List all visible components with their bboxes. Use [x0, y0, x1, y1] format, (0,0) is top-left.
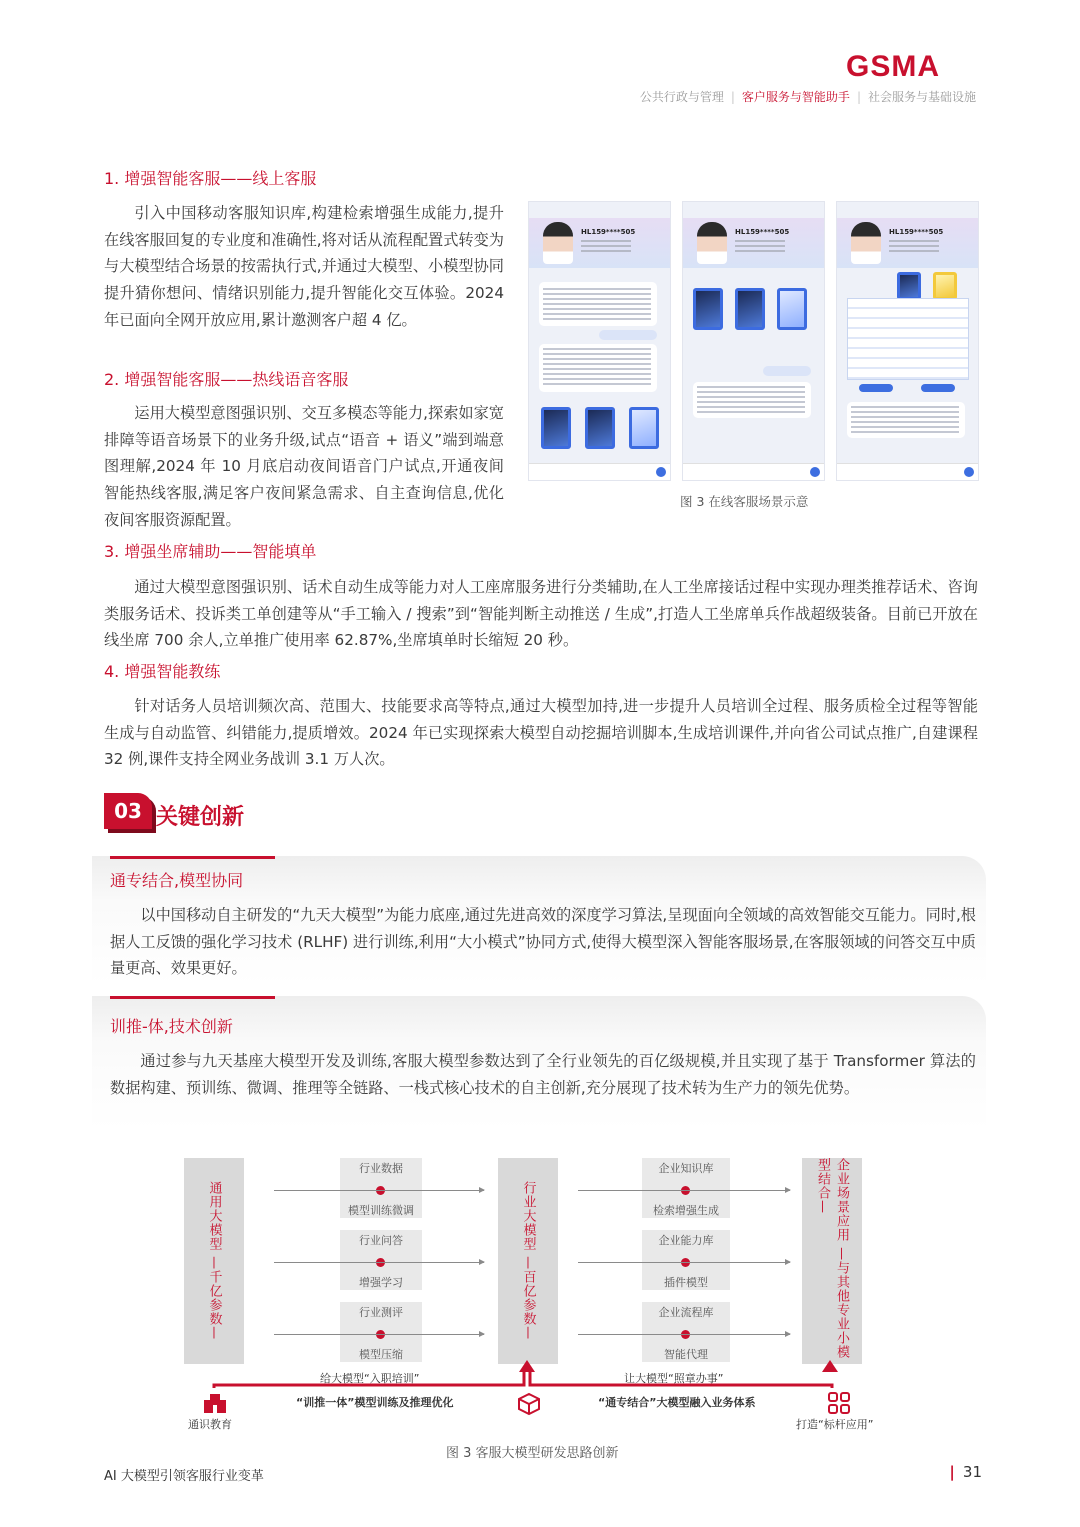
- left-step-2: 行业问答 增强学习: [340, 1230, 422, 1290]
- innovation-panel-2: [92, 996, 986, 1130]
- cube-icon: [517, 1392, 541, 1416]
- phone-number: HL159****505: [889, 228, 944, 236]
- figure-caption-diagram: 图 3 客服大模型研发思路创新: [446, 1446, 619, 1461]
- phone-screen-1: [528, 201, 671, 481]
- item-3-text: 通过大模型意图强识别、话术自动生成等能力对人工座席服务进行分类辅助,在人工坐席接话过程中实现办理类推荐话术、咨询类服务话术、投诉类工单创建等从“手工输入 / 搜索”到“智能判断主动推送 / 生成”,打造人工坐席单兵作战超级装备。目前已开放在线坐席 700 余人,立单推广使用率 62.87%,坐席填单时长缩短 20 秒。: [104, 578, 978, 650]
- panel-2-title: 训推-体,技术创新: [110, 1017, 233, 1036]
- agent-avatar: [543, 222, 573, 264]
- panel-1-text: 以中国移动自主研发的“九天大模型”为能力底座,通过先进高效的深度学习算法,呈现面向全领域的高效智能交互能力。同时,根据人工反馈的强化学习技术 (RLHF) 进行训练,利用“大小模式”协同方式,使得大模型深入智能客服场景,在客服领域的问答交互中质量更高、效果更好。: [110, 906, 976, 977]
- top-nav: 公共行政与管理 | 客户服务与智能助手 | 社会服务与基础设施: [639, 90, 976, 104]
- phone-screen-2: [682, 201, 825, 481]
- item-3-title: 3. 增强坐席辅助——智能填单: [104, 542, 317, 561]
- section-title: 关键创新: [156, 805, 245, 830]
- nav-item-social-services[interactable]: 社会服务与基础设施: [867, 90, 976, 104]
- figure-caption-phones: 图 3 在线客服场景示意: [680, 494, 809, 509]
- left-upper-label: 给大模型“入职培训”: [320, 1372, 420, 1385]
- phone-screen-3: [836, 201, 979, 481]
- phone-number: HL159****505: [735, 228, 790, 236]
- innovation-panel-1: [92, 856, 986, 986]
- page-number: | 31: [949, 1463, 982, 1481]
- icon-right-label: 打造“标杆应用”: [796, 1418, 874, 1431]
- general-model-box: 通用大模型 —千亿参数—: [184, 1158, 244, 1364]
- footer-title: AI 大模型引领客服行业变革: [104, 1469, 264, 1484]
- item-2-text: 运用大模型意图强识别、交互多模态等能力,探索如家宽排障等语音场景下的业务升级,试点“语音 + 语义”端到端意图理解,2024 年 10 月底启动夜间语音门户试点,开通夜间智能热线客服,满足客户夜间紧急需求、自主查询信息,优化夜间客服资源配置。: [104, 404, 504, 529]
- comparison-table: [847, 298, 969, 380]
- item-4-text: 针对话务人员培训频次高、范围大、技能要求高等特点,通过大模型加持,进一步提升人员培训全过程、服务质检全过程等智能生成与自动监管、纠错能力,提质增效。2024 年已实现探索大模型自动挖掘培训脚本,生成培训课件,并向省公司试点推广,自建课程 32 例,课件支持全网业务战训 3.1 万人次。: [104, 697, 978, 769]
- right-step-1: 企业知识库 检索增强生成: [642, 1158, 730, 1218]
- item-4-title: 4. 增强智能教练: [104, 662, 221, 681]
- right-step-3: 企业流程库 智能代理: [642, 1302, 730, 1362]
- panel-2-text: 通过参与九天基座大模型开发及训练,客服大模型参数达到了全行业领先的百亿级规模,并且实现了基于 Transformer 算法的数据构建、预训练、微调、推理等全链路、一栈式核心技术的自主创新,充分展现了技术转为生产力的领先优势。: [110, 1052, 976, 1097]
- enterprise-app-box: 企业场景应用 —与其他专业小模型结合—: [802, 1158, 862, 1364]
- right-lower-label: “通专结合”大模型融入业务体系: [598, 1396, 756, 1409]
- building-icon: [202, 1392, 228, 1414]
- section-number-badge: 03: [104, 793, 152, 829]
- left-lower-label: “训推一体”模型训练及推理优化: [296, 1396, 454, 1409]
- item-1-title: 1. 增强智能客服——线上客服: [104, 169, 317, 188]
- left-step-1: 行业数据 模型训练微调: [340, 1158, 422, 1218]
- nav-item-customer-service[interactable]: 客户服务与智能助手: [741, 90, 850, 104]
- item-2-title: 2. 增强智能客服——热线语音客服: [104, 370, 349, 389]
- phone-number: HL159****505: [581, 228, 636, 236]
- app-grid-icon: [828, 1392, 850, 1414]
- right-upper-label: 让大模型“照章办事”: [624, 1372, 724, 1385]
- left-step-3: 行业测评 模型压缩: [340, 1302, 422, 1362]
- icon-left-label: 通识教育: [188, 1418, 232, 1431]
- gsma-logo: GSMA: [846, 50, 940, 83]
- rd-innovation-diagram: [184, 1158, 874, 1438]
- panel-1-title: 通专结合,模型协同: [110, 871, 244, 890]
- nav-item-public-admin[interactable]: 公共行政与管理: [639, 90, 724, 104]
- industry-model-box: 行业大模型 —百亿参数—: [498, 1158, 558, 1364]
- item-1-text: 引入中国移动客服知识库,构建检索增强生成能力,提升在线客服回复的专业度和准确性,将对话从流程配置式转变为与大模型结合场景的按需执行式,并通过大模型、小模型协同提升猜你想问、情绪识别能力,提升智能化交互体验。2024 年已面向全网开放应用,累计邀测客户超 4 亿。: [104, 204, 504, 329]
- right-step-2: 企业能力库 插件模型: [642, 1230, 730, 1290]
- chat-screenshots: [528, 201, 978, 479]
